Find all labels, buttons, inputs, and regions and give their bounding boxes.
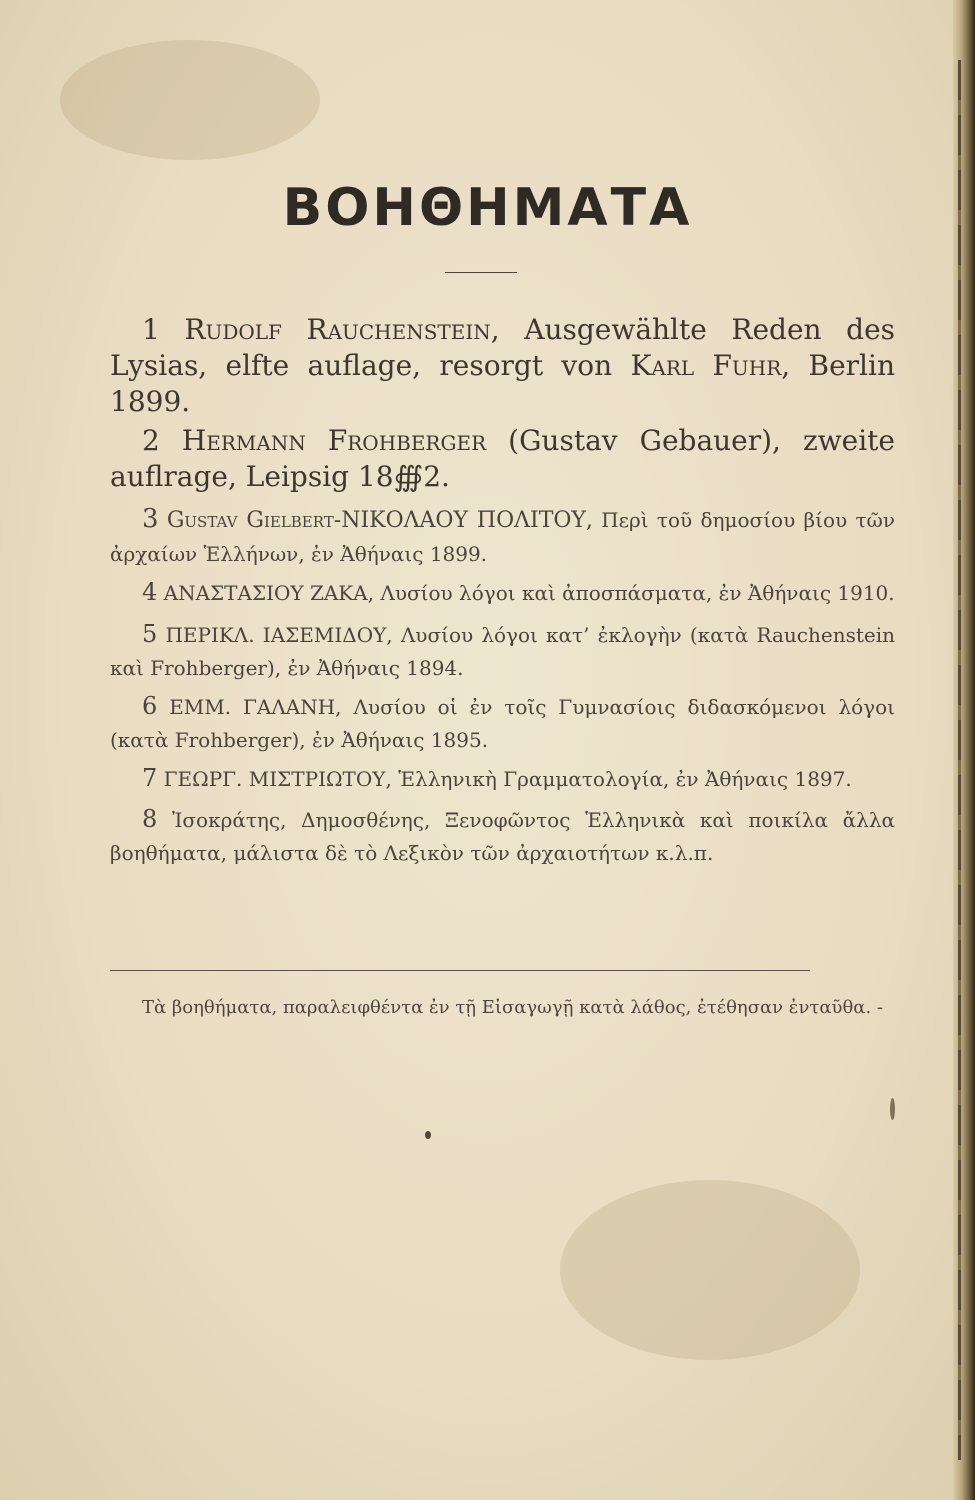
page-title: ΒΟΗΘΗΜΑΤΑ bbox=[282, 178, 693, 238]
bibliography-entry-2 bbox=[110, 423, 895, 495]
entry-author: ΕΜΜ. ΓΑΛΑΝΗ, bbox=[169, 694, 342, 719]
ink-mark bbox=[890, 1098, 895, 1120]
entry-number: 7 bbox=[142, 764, 158, 792]
bibliography-entry-1 bbox=[110, 312, 895, 419]
entry-text: Λυσίου λόγοι κατ’ ἐκλογὴν (κατὰ Rauchenstein καὶ Frohberger), ἐν Ἀθήναις 1894. bbox=[110, 622, 895, 680]
entry-number: 8 bbox=[142, 805, 158, 834]
entry-author: ΠΕΡΙΚΛ. ΙΑΣΕΜΙΔΟΥ, bbox=[165, 622, 393, 647]
title-divider bbox=[445, 272, 517, 273]
paper-stain bbox=[560, 1180, 860, 1360]
entry-text: (Gustav Gebauer), zweite auflrage, Leipsig 18∰2. bbox=[110, 424, 896, 494]
binding-thread bbox=[958, 60, 961, 1460]
entry-text: Λυσίου λόγοι καὶ ἀποσπάσματα, ἐν Ἀθήναις 1910. bbox=[380, 581, 895, 606]
entry-text: Ἰσοκράτης, Δημοσθένης, Ξενοφῶντος Ἑλληνικὰ καὶ ποικίλα ἄλλα βοηθήματα, μάλιστα δὲ τὸ Λεξικὸν τῶν ἀρχαιοτήτων κ.λ.π. bbox=[110, 808, 895, 866]
entry-text: Ausgewählte Reden des Lysias, elfte auflage, resorgt von bbox=[110, 313, 896, 382]
footnote: Τὰ βοηθήματα, παραλειφθέντα ἐν τῇ Εἰσαγωγῇ κατὰ λάθος, ἐτέθησαν ἐνταῦθα. - bbox=[142, 997, 883, 1018]
bibliography-entry-5 bbox=[110, 616, 895, 684]
entry-tail: Berlin 1899. bbox=[110, 348, 895, 418]
entry-author: Gustav Gielbert-ΝΙΚΟΛΑΟΥ ΠΟΛΙΤΟΥ, bbox=[166, 508, 593, 534]
entry-author: ΓΕΩΡΓ. ΜΙΣΤΡΙΩΤΟΥ, bbox=[163, 767, 392, 791]
footnote-divider bbox=[110, 970, 810, 971]
entry-number: 2 bbox=[142, 424, 160, 458]
bibliography-list bbox=[110, 312, 895, 873]
entry-number: 1 bbox=[142, 313, 160, 346]
entry-number: 4 bbox=[142, 578, 158, 607]
bibliography-entry-6 bbox=[110, 688, 895, 756]
entry-author: ΑΝΑΣΤΑΣΙΟΥ ΖΑΚΑ, bbox=[163, 581, 375, 606]
entry-editor: Karl Fuhr, bbox=[630, 348, 791, 382]
bibliography-entry-3 bbox=[110, 499, 895, 570]
bibliography-entry-8 bbox=[110, 801, 895, 869]
entry-text: Λυσίου οἱ ἐν τοῖς Γυμνασίοις διδασκόμενοι λόγοι (κατὰ Frohberger), ἐν Ἀθήναις 1895. bbox=[110, 694, 896, 752]
entry-text: Περὶ τοῦ δημοσίου βίου τῶν ἀρχαίων Ἑλλήνων, ἐν Ἀθήναις 1899. bbox=[110, 508, 895, 567]
entry-text: Ἑλληνικὴ Γραμματολογία, ἐν Ἀθήναις 1897. bbox=[398, 767, 852, 791]
paper-stain bbox=[60, 40, 320, 160]
entry-number: 6 bbox=[142, 691, 158, 720]
ink-speck bbox=[425, 1131, 431, 1139]
entry-number: 3 bbox=[142, 504, 159, 535]
book-spine-edge bbox=[953, 0, 975, 1500]
bibliography-entry-7 bbox=[110, 760, 895, 797]
entry-author: Rudolf Rauchenstein, bbox=[184, 313, 500, 346]
entry-number: 5 bbox=[142, 619, 158, 648]
bibliography-entry-4 bbox=[110, 574, 895, 611]
entry-author: Hermann Frohberger bbox=[181, 424, 487, 458]
